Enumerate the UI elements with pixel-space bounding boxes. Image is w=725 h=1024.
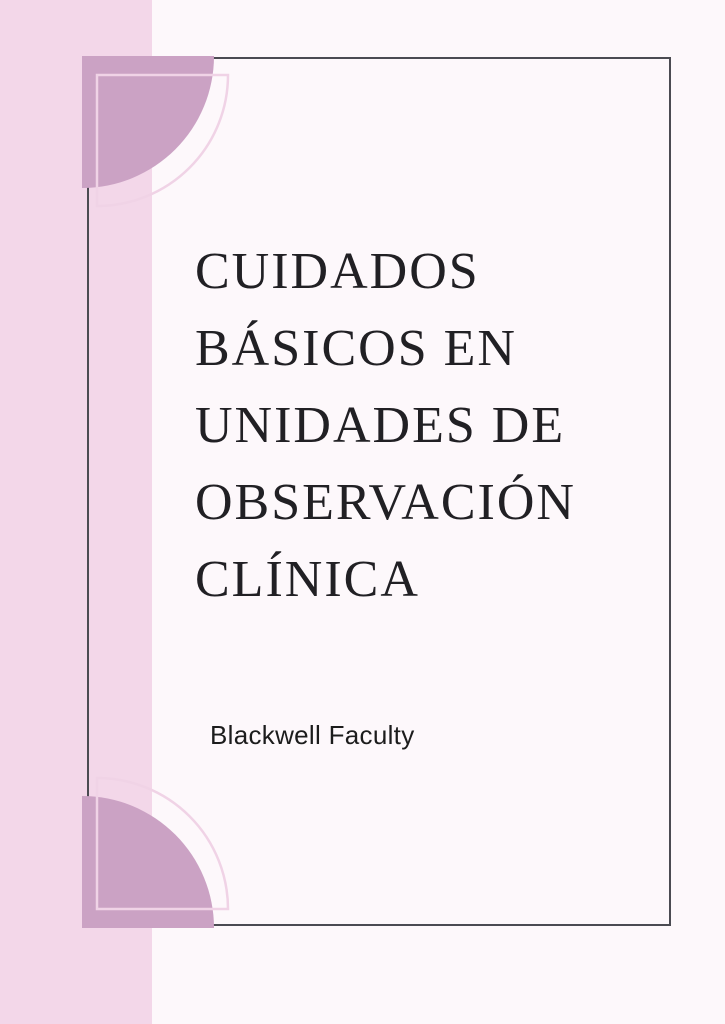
book-title-line: CUIDADOS: [195, 243, 480, 300]
book-title-line: BÁSICOS EN: [195, 320, 517, 377]
book-title-line: CLÍNICA: [195, 551, 420, 608]
author-name: Blackwell Faculty: [210, 720, 415, 750]
book-title-line: OBSERVACIÓN: [195, 474, 576, 531]
book-title-line: UNIDADES DE: [195, 397, 566, 454]
book-title: [195, 233, 576, 618]
